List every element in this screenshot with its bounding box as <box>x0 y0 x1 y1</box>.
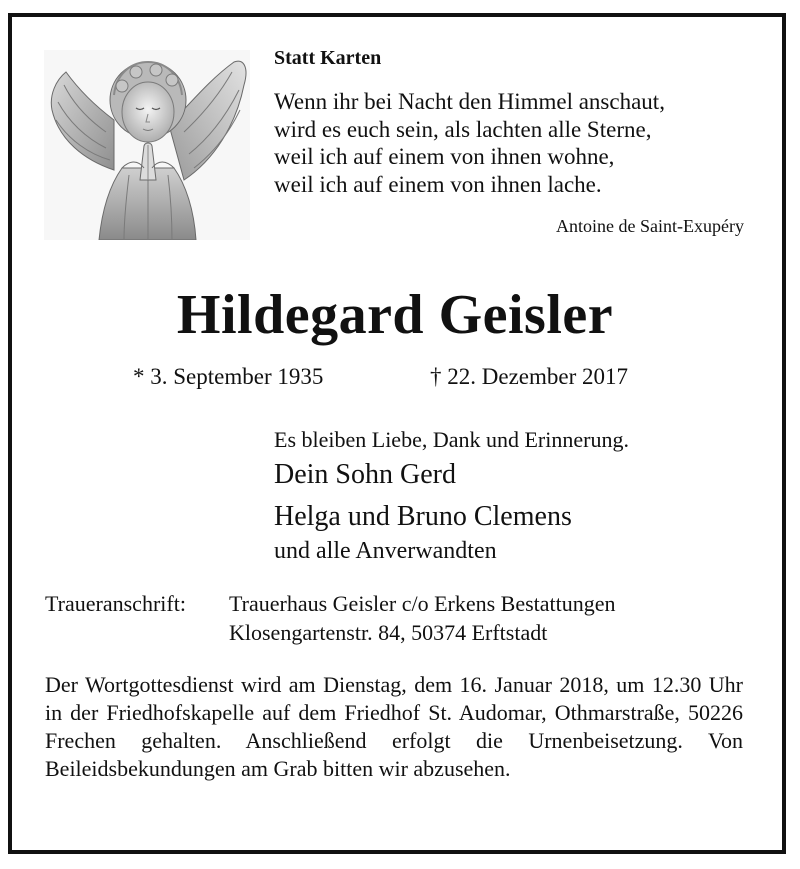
address-label: Traueranschrift: <box>45 591 186 616</box>
heading-statt-karten: Statt Karten <box>274 47 382 69</box>
birth-date: * 3. September 1935 <box>133 364 324 389</box>
service-notice: Der Wortgottesdienst wird am Dienstag, dem 16. Januar 2018, um 12.30 Uhr in der Friedhofskapelle auf dem Friedhof St. Audomar, Othmarstraße, 50226 Frechen gehalten. Anschließend erfolgt die Urnenbeisetzung. Von Beileidsbekundungen am Grab bitten wir abzusehen. <box>45 672 743 781</box>
signer-relatives: und alle Anverwandten <box>274 538 497 564</box>
poem-line: weil ich auf einem von ihnen wohne, <box>274 144 615 169</box>
death-date: † 22. Dezember 2017 <box>430 364 628 389</box>
poem-line: wird es euch sein, als lachten alle Sterne, <box>274 116 652 142</box>
poem-line: Wenn ihr bei Nacht den Himmel anschaut, <box>274 89 665 114</box>
signer-son: Dein Sohn Gerd <box>274 459 456 490</box>
mourning-motto: Es bleiben Liebe, Dank und Erinnerung. <box>274 427 629 452</box>
signer-family: Helga und Bruno Clemens <box>274 501 572 532</box>
poem-author: Antoine de Saint-Exupéry <box>556 216 744 236</box>
deceased-name: Hildegard Geisler <box>176 284 614 346</box>
address-line-2: Klosengartenstr. 84, 50374 Erftstadt <box>229 620 548 645</box>
praying-angel-icon <box>44 50 250 240</box>
poem-line: weil ich auf einem von ihnen lache. <box>274 171 602 197</box>
address-line-1: Trauerhaus Geisler c/o Erkens Bestattungen <box>229 591 616 616</box>
poem-quote <box>274 88 665 198</box>
